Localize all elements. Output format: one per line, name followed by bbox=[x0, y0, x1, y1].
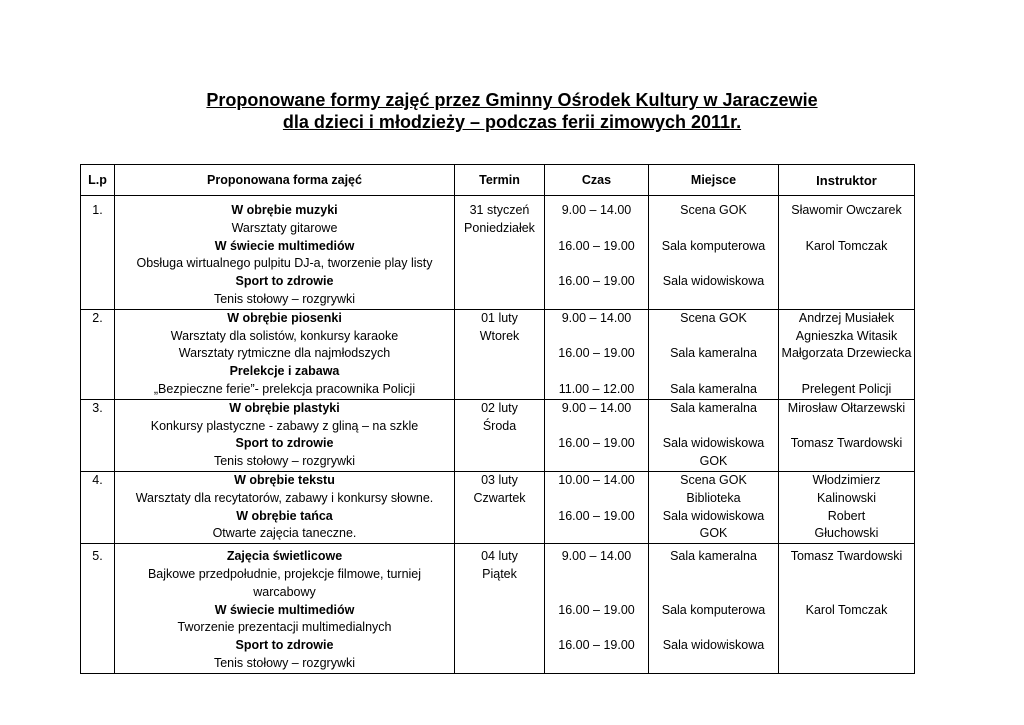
time-text: 9.00 – 14.00 bbox=[561, 400, 632, 415]
cell-miejsce bbox=[649, 544, 779, 674]
place-text bbox=[651, 363, 776, 381]
activity-description: Warsztaty dla recytatorów, zabawy i konkursy słowne. bbox=[135, 490, 434, 505]
activity-description: Tenis stołowy – rozgrywki bbox=[213, 655, 355, 670]
cell-forma bbox=[115, 196, 455, 310]
place-text bbox=[651, 566, 776, 584]
instructor-text bbox=[781, 619, 912, 637]
header-termin: Termin bbox=[455, 165, 545, 196]
cell-miejsce bbox=[649, 309, 779, 399]
activity-category: Sport to zdrowie bbox=[235, 638, 334, 653]
cell-forma bbox=[115, 544, 455, 674]
cell-czas bbox=[545, 196, 649, 310]
activity-description: Obsługa wirtualnego pulpitu DJ-a, tworzenie play listy bbox=[136, 256, 433, 271]
cell-czas bbox=[545, 471, 649, 543]
row-number: 4. bbox=[92, 472, 103, 487]
time-text bbox=[547, 525, 646, 543]
place-text: Scena GOK bbox=[680, 310, 747, 325]
date-text: 02 luty bbox=[481, 400, 518, 415]
cell-forma bbox=[115, 309, 455, 399]
date-text bbox=[457, 508, 542, 526]
date-text bbox=[457, 273, 542, 291]
instructor-text bbox=[781, 655, 912, 673]
activity-description: Warsztaty dla solistów, konkursy karaoke bbox=[170, 328, 399, 343]
cell-termin bbox=[455, 399, 545, 471]
place-text: Sala widowiskowa bbox=[662, 274, 765, 289]
header-miejsce: Miejsce bbox=[649, 165, 779, 196]
activity-description: Tenis stołowy – rozgrywki bbox=[213, 454, 355, 469]
date-text bbox=[457, 637, 542, 655]
activity-description: Konkursy plastyczne - zabawy z gliną – na szkle bbox=[150, 418, 419, 433]
time-text bbox=[547, 655, 646, 673]
table-row bbox=[81, 399, 915, 471]
row-number: 1. bbox=[92, 203, 103, 217]
instructor-text: Andrzej Musiałek bbox=[798, 310, 895, 325]
instructor-text bbox=[781, 418, 912, 436]
instructor-text bbox=[781, 291, 912, 309]
instructor-text: Tomasz Twardowski bbox=[790, 549, 903, 564]
time-text: 16.00 – 19.00 bbox=[558, 508, 635, 523]
place-text: GOK bbox=[699, 526, 728, 541]
date-text bbox=[457, 619, 542, 637]
cell-lp bbox=[81, 399, 115, 471]
cell-lp bbox=[81, 196, 115, 310]
table-row bbox=[81, 544, 915, 674]
place-text bbox=[651, 655, 776, 673]
instructor-text: Kalinowski bbox=[816, 490, 877, 505]
date-text: 01 luty bbox=[481, 310, 518, 325]
document-title-line-1: Proponowane formy zajęć przez Gminny Ośrodek Kultury w Jaraczewie bbox=[206, 90, 818, 110]
date-text bbox=[457, 255, 542, 273]
time-text: 9.00 – 14.00 bbox=[561, 310, 632, 325]
instructor-text: Robert bbox=[827, 508, 866, 523]
place-text: Biblioteka bbox=[686, 490, 741, 505]
time-text bbox=[547, 255, 646, 273]
time-text: 16.00 – 19.00 bbox=[558, 638, 635, 653]
place-text: Sala widowiskowa bbox=[662, 508, 765, 523]
date-text bbox=[457, 381, 542, 399]
instructor-text: Głuchowski bbox=[814, 526, 879, 541]
activity-category: Sport to zdrowie bbox=[235, 436, 334, 451]
time-text: 16.00 – 19.00 bbox=[558, 274, 635, 289]
date-text: 03 luty bbox=[481, 472, 518, 487]
cell-instruktor bbox=[779, 471, 915, 543]
activity-description: Bajkowe przedpołudnie, projekcje filmowe, turniej bbox=[147, 566, 422, 581]
activity-category: W obrębie tekstu bbox=[234, 472, 335, 487]
time-text: 16.00 – 19.00 bbox=[558, 602, 635, 617]
date-text: Piątek bbox=[482, 566, 517, 581]
time-text: 16.00 – 19.00 bbox=[558, 238, 635, 253]
activity-description: Warsztaty rytmiczne dla najmłodszych bbox=[178, 346, 391, 361]
time-text bbox=[547, 584, 646, 602]
cell-termin bbox=[455, 309, 545, 399]
cell-czas bbox=[545, 309, 649, 399]
time-text bbox=[547, 363, 646, 381]
place-text: Sala komputerowa bbox=[661, 238, 766, 253]
date-text bbox=[457, 584, 542, 602]
place-text: Sala kameralna bbox=[670, 549, 757, 564]
cell-miejsce bbox=[649, 196, 779, 310]
date-text bbox=[457, 655, 542, 673]
time-text: 11.00 – 12.00 bbox=[558, 381, 635, 396]
activity-category: W obrębie plastyki bbox=[229, 400, 340, 415]
instructor-text bbox=[781, 584, 912, 602]
instructor-text: Mirosław Ołtarzewski bbox=[787, 400, 906, 415]
time-text bbox=[547, 619, 646, 637]
instructor-text bbox=[781, 566, 912, 584]
time-text bbox=[547, 490, 646, 508]
instructor-text bbox=[781, 637, 912, 655]
schedule-table bbox=[80, 164, 915, 674]
instructor-text: Sławomir Owczarek bbox=[791, 203, 902, 217]
cell-czas bbox=[545, 399, 649, 471]
table-row bbox=[81, 471, 915, 543]
activity-category: W świecie multimediów bbox=[214, 238, 355, 253]
cell-lp bbox=[81, 309, 115, 399]
date-text bbox=[457, 363, 542, 381]
date-text: 31 styczeń bbox=[469, 203, 530, 217]
cell-instruktor bbox=[779, 399, 915, 471]
date-text: Wtorek bbox=[479, 328, 520, 343]
activity-description: Tenis stołowy – rozgrywki bbox=[213, 291, 355, 306]
cell-termin bbox=[455, 196, 545, 310]
cell-instruktor bbox=[779, 196, 915, 310]
instructor-text bbox=[781, 255, 912, 273]
place-text: Scena GOK bbox=[680, 203, 747, 217]
activity-category: W obrębie muzyki bbox=[231, 203, 338, 217]
activity-description: Tworzenie prezentacji multimedialnych bbox=[177, 620, 392, 635]
header-instruktor: Instruktor bbox=[779, 165, 915, 196]
row-number: 5. bbox=[92, 549, 103, 564]
place-text: Scena GOK bbox=[680, 472, 747, 487]
cell-forma bbox=[115, 471, 455, 543]
time-text bbox=[547, 291, 646, 309]
date-text bbox=[457, 345, 542, 363]
time-text: 10.00 – 14.00 bbox=[558, 472, 635, 487]
date-text bbox=[457, 238, 542, 256]
instructor-text bbox=[781, 363, 912, 381]
date-text bbox=[457, 453, 542, 471]
place-text bbox=[651, 255, 776, 273]
instructor-text bbox=[781, 453, 912, 471]
activity-category: W obrębie piosenki bbox=[227, 310, 342, 325]
table-row bbox=[81, 196, 915, 310]
place-text: GOK bbox=[699, 454, 728, 469]
cell-czas bbox=[545, 544, 649, 674]
activity-category: W świecie multimediów bbox=[214, 602, 355, 617]
place-text bbox=[651, 418, 776, 436]
instructor-text: Karol Tomczak bbox=[805, 238, 888, 253]
cell-forma bbox=[115, 399, 455, 471]
time-text: 16.00 – 19.00 bbox=[558, 346, 635, 361]
time-text: 16.00 – 19.00 bbox=[558, 436, 635, 451]
instructor-text bbox=[781, 220, 912, 238]
activity-category: Prelekcje i zabawa bbox=[229, 364, 340, 379]
header-czas: Czas bbox=[545, 165, 649, 196]
activity-description: Otwarte zajęcia taneczne. bbox=[212, 526, 357, 541]
instructor-text: Tomasz Twardowski bbox=[790, 436, 903, 451]
place-text bbox=[651, 584, 776, 602]
place-text: Sala kameralna bbox=[670, 346, 757, 361]
place-text: Sala komputerowa bbox=[661, 602, 766, 617]
date-text: Czwartek bbox=[473, 490, 526, 505]
date-text bbox=[457, 525, 542, 543]
activity-category: Zajęcia świetlicowe bbox=[226, 549, 343, 564]
table-header-row bbox=[81, 165, 915, 196]
instructor-text: Małgorzata Drzewiecka bbox=[781, 346, 912, 361]
cell-miejsce bbox=[649, 399, 779, 471]
instructor-text: Prelegent Policji bbox=[801, 381, 892, 396]
time-text bbox=[547, 453, 646, 471]
time-text bbox=[547, 220, 646, 238]
cell-miejsce bbox=[649, 471, 779, 543]
place-text: Sala widowiskowa bbox=[662, 436, 765, 451]
place-text: Sala kameralna bbox=[670, 400, 757, 415]
cell-instruktor bbox=[779, 309, 915, 399]
table-body bbox=[81, 196, 915, 674]
cell-instruktor bbox=[779, 544, 915, 674]
row-number: 2. bbox=[92, 310, 103, 325]
header-forma: Proponowana forma zajęć bbox=[115, 165, 455, 196]
activity-description: warcabowy bbox=[253, 584, 316, 599]
cell-lp bbox=[81, 471, 115, 543]
instructor-text bbox=[781, 273, 912, 291]
instructor-text: Karol Tomczak bbox=[805, 602, 888, 617]
activity-category: Sport to zdrowie bbox=[235, 274, 334, 289]
date-text: Poniedziałek bbox=[464, 220, 535, 235]
date-text: 04 luty bbox=[481, 549, 518, 564]
place-text bbox=[651, 328, 776, 346]
date-text bbox=[457, 435, 542, 453]
cell-termin bbox=[455, 544, 545, 674]
instructor-text: Agnieszka Witasik bbox=[795, 328, 898, 343]
time-text: 9.00 – 14.00 bbox=[561, 549, 632, 564]
date-text bbox=[457, 602, 542, 620]
activity-description: „Bezpieczne ferie”- prelekcja pracownika Policji bbox=[153, 381, 416, 396]
cell-termin bbox=[455, 471, 545, 543]
time-text: 9.00 – 14.00 bbox=[561, 203, 632, 217]
date-text bbox=[457, 291, 542, 309]
activity-description: Warsztaty gitarowe bbox=[231, 220, 338, 235]
document-title-line-2: dla dzieci i młodzieży – podczas ferii zimowych 2011r. bbox=[282, 112, 742, 132]
instructor-text: Włodzimierz bbox=[812, 472, 881, 487]
place-text bbox=[651, 220, 776, 238]
date-text: Środa bbox=[482, 418, 517, 433]
header-lp: L.p bbox=[81, 165, 115, 196]
activity-category: W obrębie tańca bbox=[236, 508, 333, 523]
table-row bbox=[81, 309, 915, 399]
place-text bbox=[651, 619, 776, 637]
place-text: Sala kameralna bbox=[670, 381, 757, 396]
row-number: 3. bbox=[92, 400, 103, 415]
cell-lp bbox=[81, 544, 115, 674]
time-text bbox=[547, 328, 646, 346]
place-text: Sala widowiskowa bbox=[662, 638, 765, 653]
time-text bbox=[547, 566, 646, 584]
time-text bbox=[547, 418, 646, 436]
place-text bbox=[651, 291, 776, 309]
